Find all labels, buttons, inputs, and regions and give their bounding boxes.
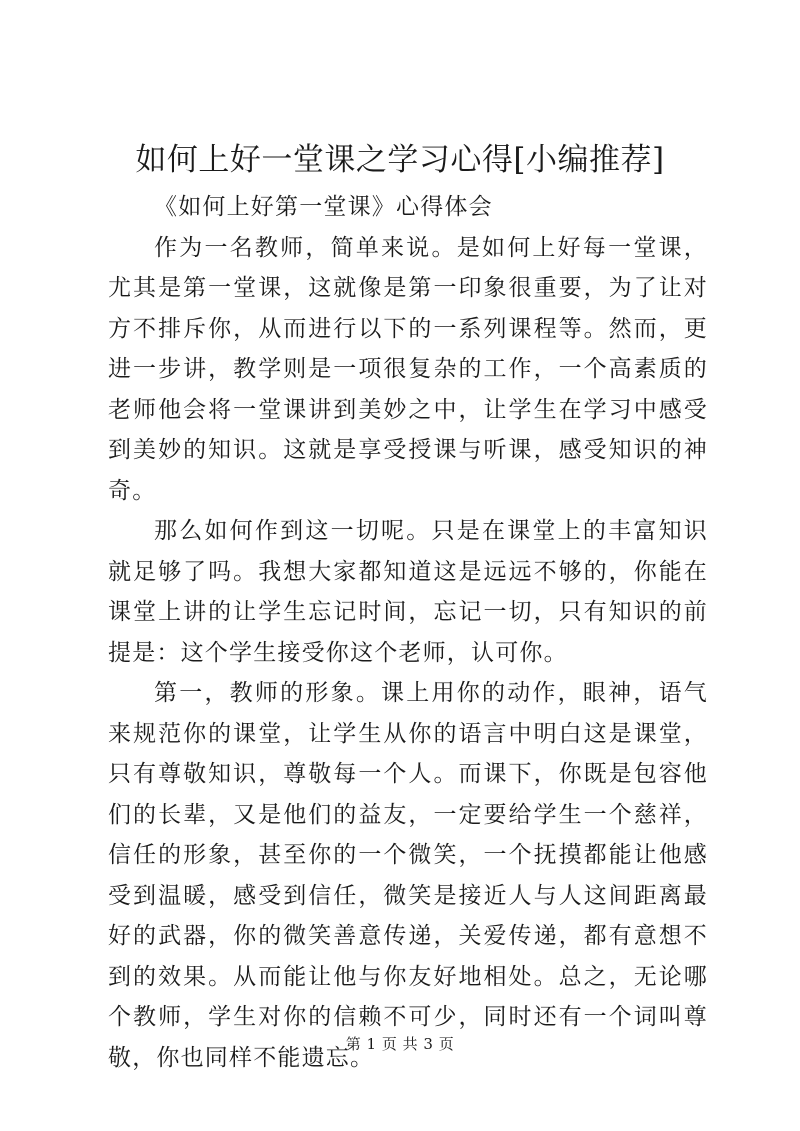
subtitle-paragraph: 《如何上好第一堂课》心得体会 xyxy=(154,194,493,220)
document-body xyxy=(108,187,708,1078)
body-paragraph: 作为一名教师，简单来说。是如何上好每一堂课，尤其是第一堂课，这就像是第一印象很重要，为了让对方不排斥你，从而进行以下的一系列课程等。然而，更进一步讲，教学则是一项很复杂的工作，一个高素质的老师他会将一堂课讲到美妙之中，让学生在学习中感受到美妙的知识。这就是享受授课与听课，感受知识的神奇。 xyxy=(108,234,708,504)
document-title: 如何上好一堂课之学习心得[小编推荐] xyxy=(135,142,665,178)
body-paragraph: 那么如何作到这一切呢。只是在课堂上的丰富知识就足够了吗。我想大家都知道这是远远不够的，你能在课堂上讲的让学生忘记时间，忘记一切，只有知识的前提是：这个学生接受你这个老师，认可你。 xyxy=(108,518,708,666)
body-paragraph: 第一，教师的形象。课上用你的动作，眼神，语气来规范你的课堂，让学生从你的语言中明白这是课堂，只有尊敬知识，尊敬每一个人。而课下，你既是包容他们的长辈，又是他们的益友，一定要给学生一个慈祥，信任的形象，甚至你的一个微笑，一个抚摸都能让他感受到温暖，感受到信任，微笑是接近人与人这间距离最好的武器，你的微笑善意传递，关爱传递，都有意想不到的效果。从而能让他与你友好地相处。总之，无论哪个教师，学生对你的信赖不可少，同时还有一个词叫尊敬，你也同样不能遗忘。 xyxy=(108,680,708,1071)
page-footer: 第 1 页 共 3 页 xyxy=(345,1035,455,1053)
